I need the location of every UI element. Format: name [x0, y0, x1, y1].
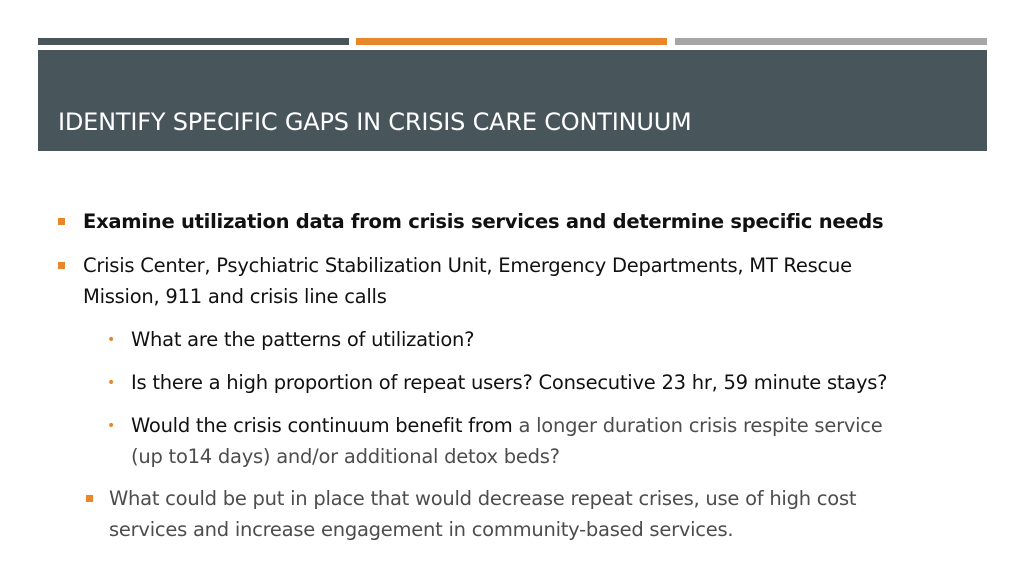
bullet-line: services and increase engagement in community-based services. [109, 518, 734, 541]
bullet-square-icon [58, 218, 65, 225]
slide-title: IDENTIFY SPECIFIC GAPS IN CRISIS CARE CONTINUUM [58, 108, 692, 136]
sub-bullet-dot-icon: • [107, 375, 116, 391]
bullet-square-icon [58, 262, 65, 269]
bullet-text-dark: Would the crisis continuum benefit from [131, 414, 513, 437]
sub-bullet-patterns: What are the patterns of utilization? [131, 328, 475, 351]
bullet-line: What could be put in place that would decrease repeat crises, use of high cost [109, 487, 857, 510]
sub-bullet-dot-icon: • [107, 332, 116, 348]
bullet-line: (up to14 days) and/or additional detox beds? [131, 445, 560, 468]
bullet-examine-utilization: Examine utilization data from crisis services and determine specific needs [83, 210, 884, 233]
sub-bullet-respite-service [131, 410, 971, 472]
sub-bullet-dot-icon: • [107, 418, 116, 434]
sub-bullet-repeat-users: Is there a high proportion of repeat users? Consecutive 23 hr, 59 minute stays? [131, 371, 888, 394]
bullet-line: Mission, 911 and crisis line calls [83, 285, 387, 308]
bullet-line: Crisis Center, Psychiatric Stabilization Unit, Emergency Departments, MT Rescue [83, 254, 852, 277]
bullet-square-icon [86, 495, 93, 502]
bullet-text-muted: a longer duration crisis respite service [512, 414, 883, 437]
bullet-decrease-repeat-crises [109, 483, 969, 545]
bullet-crisis-services-list [83, 250, 963, 312]
